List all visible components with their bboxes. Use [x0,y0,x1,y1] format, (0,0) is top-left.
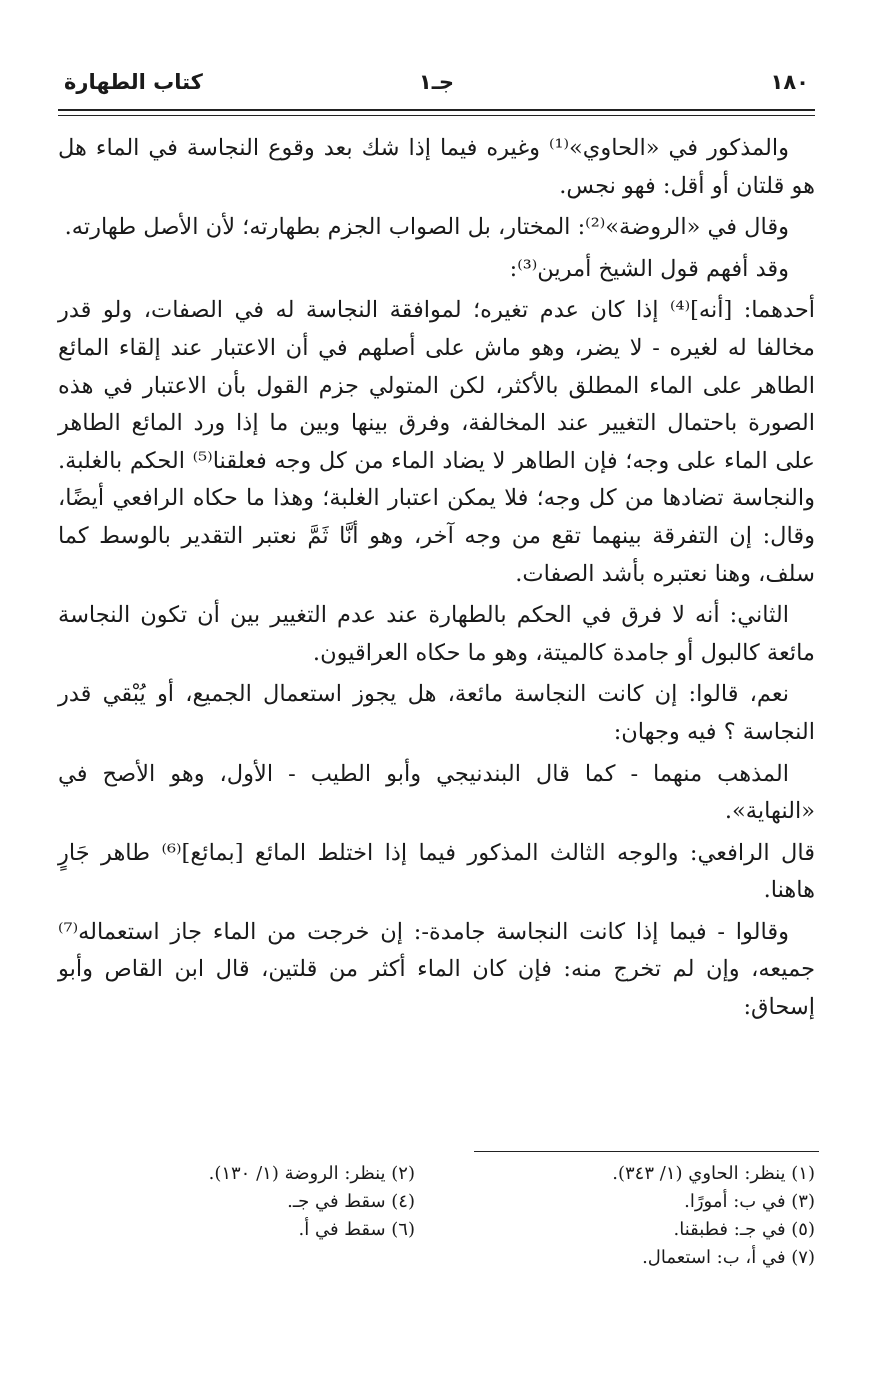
paragraph: وقد أفهم قول الشيخ أمرين⁽³⁾: [509,255,789,282]
footnote-rule [474,1151,819,1152]
paragraph: والمذكور في «الحاوي»⁽¹⁾ وغيره فيما إذا شك بعد وقوع النجاسة في الماء هل هو قلتان أو أقل: فهو نجس. [58,135,815,199]
footnote: (٣) في ب: أمورًا. [684,1191,815,1212]
footnote: (٧) في أ، ب: استعمال. [642,1247,815,1268]
page-number: ١٨٠ [770,70,809,94]
footnote: (٤) سقط في جـ. [287,1191,415,1212]
paragraph: نعم، قالوا: إن كانت النجاسة مائعة، هل يجوز استعمال الجميع، أو يُبْقي قدر النجاسة ؟ فيه وجهان: [58,681,815,745]
paragraph: قال الرافعي: والوجه الثالث المذكور فيما إذا اختلط المائع [بمائع]⁽⁶⁾ طاهر جَارٍ هاهنا. [58,839,815,904]
paragraph: وقالوا - فيما إذا كانت النجاسة جامدة-: إن خرجت من الماء جاز استعماله⁽⁷⁾ جميعه، وإن لم تخرج منه: فإن كان الماء أكثر من قلتين، قال ابن القاص وأبو إسحاق: [58,918,815,1021]
header-rule-thin [58,115,815,116]
footnote: (٦) سقط في أ. [298,1219,415,1240]
footnotes-left-column [115,1160,415,1244]
header-rule-thick [58,109,815,111]
paragraph: أحدهما: [أنه]⁽⁴⁾ إذا كان عدم تغيره؛ لموافقة النجاسة له في الصفات، ولو قدر مخالفا له لغيره - لا يضر، وهو ماش على أصلهم في أن الاعتبار عند إلقاء المائع الطاهر على الماء المطلق بالأكثر، لكن المتولي جزم القول بأن الاعتبار في هذه الصورة باحتمال التغيير عند المخالفة، وفرق بينها وبين ما إذا ورد المائع الطاهر على الماء على وجه؛ فإن الطاهر لا يضاد الماء من كل وجه فعلقنا⁽⁵⁾ الحكم بالغلبة. والنجاسة تضادها من كل وجه؛ فلا يمكن اعتبار الغلبة؛ وهذا ما حكاه الرافعي أيضًا، وقال: إن التفرقة بينهما تقع من وجه آخر، وهو أنَّا ثَمَّ نعتبر التقدير بالوسط كما سلف، وهنا نعتبره بأشد الصفات. [58,297,816,587]
book-title: كتاب الطهارة [64,70,203,94]
main-text [58,130,815,1130]
running-header [58,62,815,106]
footnote: (١) ينظر: الحاوي (١/ ٣٤٣). [612,1163,815,1184]
volume-label: جـ١ [418,70,455,94]
footnotes-right-column [465,1160,815,1272]
paragraph: المذهب منهما - كما قال البندنيجي وأبو الطيب - الأول، وهو الأصح في «النهاية». [58,760,815,825]
paragraph: وقال في «الروضة»⁽²⁾: المختار، بل الصواب الجزم بطهارته؛ لأن الأصل طهارته. [64,214,789,241]
paragraph: الثاني: أنه لا فرق في الحكم بالطهارة عند عدم التغيير بين أن تكون النجاسة مائعة كالبول أو جامدة كالميتة، وهو ما حكاه العراقيون. [58,602,815,666]
footnote: (٢) ينظر: الروضة (١/ ١٣٠). [208,1163,415,1184]
footnote: (٥) في جـ: فطبقنا. [673,1219,815,1240]
